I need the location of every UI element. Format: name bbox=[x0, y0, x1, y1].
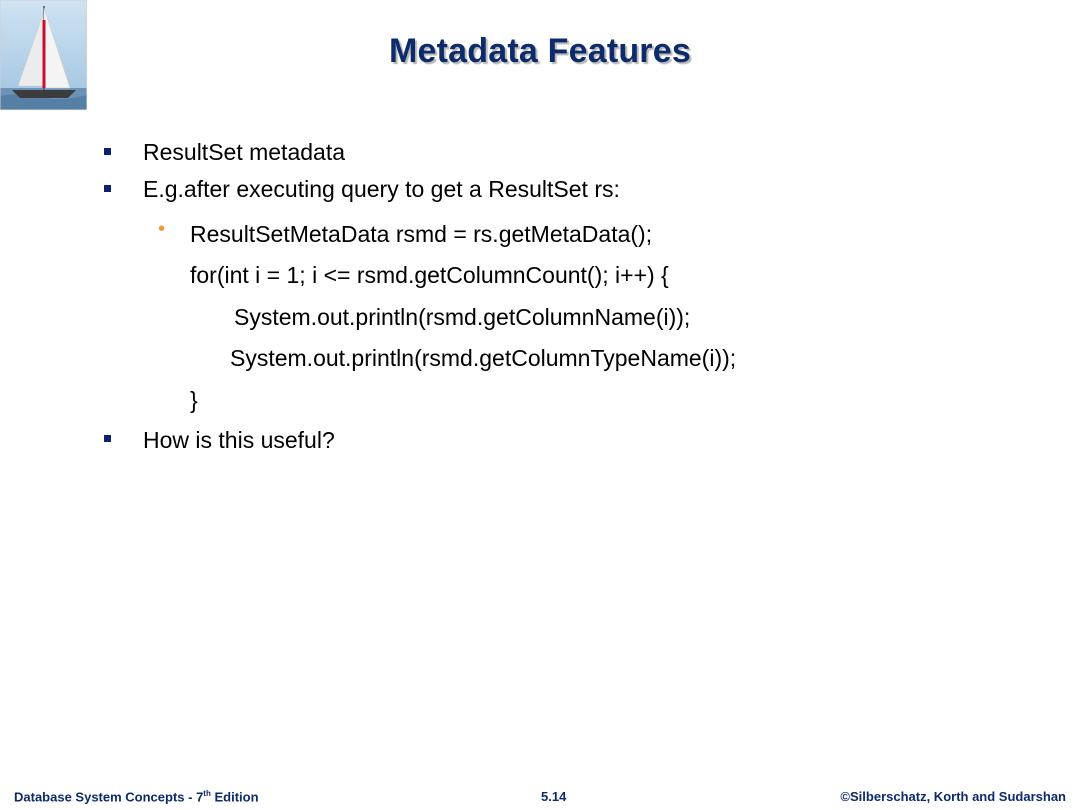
code-line-for: for(int i = 1; i <= rsmd.getColumnCount(); i++) { bbox=[190, 262, 669, 288]
footer-book-title-prefix: Database System Concepts - 7 bbox=[14, 789, 204, 805]
square-bullet-icon bbox=[104, 435, 111, 442]
footer-book-title-sup: th bbox=[203, 789, 211, 798]
bullet-question: How is this useful? bbox=[143, 427, 335, 453]
footer-copyright: ©Silberschatz, Korth and Sudarshan bbox=[840, 789, 1066, 804]
slide-title: Metadata Features bbox=[389, 32, 691, 70]
square-bullet-icon bbox=[104, 148, 111, 155]
code-line-close-brace: } bbox=[190, 387, 198, 413]
footer-slide-number: 5.14 bbox=[541, 789, 567, 804]
sub-bullet-code: ResultSetMetaData rsmd = rs.getMetaData(); bbox=[190, 221, 653, 247]
footer-book-title-suffix: Edition bbox=[210, 789, 259, 805]
dot-bullet-icon: • bbox=[158, 218, 166, 240]
square-bullet-icon bbox=[104, 185, 111, 192]
bullet-resultset-metadata: ResultSet metadata bbox=[143, 139, 346, 165]
footer-book-title bbox=[14, 789, 259, 804]
code-line-print-name: System.out.println(rsmd.getColumnName(i)); bbox=[234, 304, 691, 330]
bullet-example: E.g.after executing query to get a ResultSet rs: bbox=[143, 176, 620, 202]
code-line-print-type: System.out.println(rsmd.getColumnTypeName(i)); bbox=[230, 345, 737, 371]
